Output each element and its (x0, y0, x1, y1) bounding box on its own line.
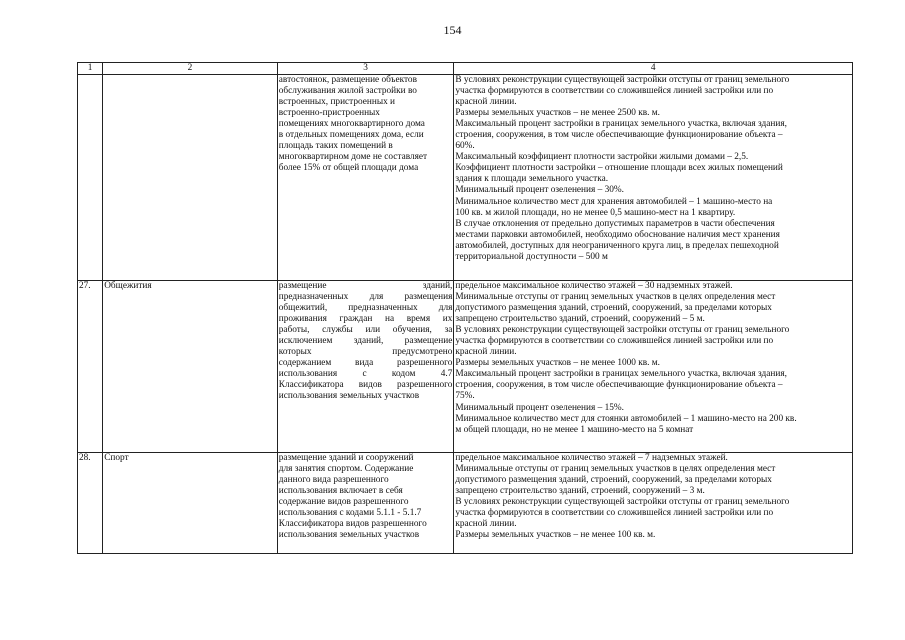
parameter-line: запрещено строительство зданий, строений, сооружений – 3 м. (455, 486, 705, 497)
parameter-line: Максимальный процент застройки в границах земельного участка, включая здания, (455, 119, 787, 130)
parameter-line: Размеры земельных участков – не менее 2500 кв. м. (455, 108, 661, 119)
description-line: использования земельных участков (278, 530, 420, 541)
parameter-line: запрещено строительство зданий, строений, сооружений – 5 м. (455, 314, 705, 325)
description-line: которых предусмотрено (278, 347, 453, 358)
parameter-line: В условиях реконструкции существующей застройки отступы от границ земельного (455, 325, 790, 336)
row-description (277, 281, 454, 453)
parameter-line: допустимого размещения зданий, строений, сооружений, за пределами которых (455, 475, 772, 486)
parameter-line: Коэффициент плотности застройки – отношение площади всех жилых помещений (455, 163, 783, 174)
description-line: для занятия спортом. Содержание (278, 464, 414, 475)
row-number: 27. (78, 281, 103, 453)
description-line: площадь таких помещений в (278, 141, 393, 152)
parameter-line: 75%. (455, 391, 475, 402)
parameter-line: красной линии. (455, 519, 517, 530)
description-line: автостоянок, размещение объектов (278, 75, 417, 85)
description-line: размещение зданий, (278, 281, 453, 291)
parameter-line: красной линии. (455, 97, 517, 108)
parameter-line: автомобилей, доступных для неограниченного круга лиц, в пределах пешеходной (455, 240, 779, 251)
description-line: размещение зданий и сооружений (278, 453, 414, 463)
parameter-line: Минимальный процент озеленения – 30%. (455, 185, 624, 196)
table-row (78, 453, 853, 554)
column-header: 1 (78, 63, 103, 75)
table-header-row (78, 63, 853, 75)
parameter-line: В случае отклонения от предельно допустимых параметров в части обеспечения (455, 218, 775, 229)
description-line: Классификатора видов разрешенного (278, 519, 427, 530)
parameter-line: м общей площади, но не менее 1 машино-место на 5 комнат (455, 424, 694, 435)
page-number: 154 (443, 23, 462, 37)
parameter-line: 60%. (455, 141, 475, 152)
parameter-line: Максимальный процент застройки в границах земельного участка, включая здания, (455, 369, 787, 380)
parameter-line: Минимальное количество мест для хранения автомобилей – 1 машино-место на (455, 196, 773, 207)
description-line: многоквартирном доме не составляет (278, 152, 428, 163)
row-parameters (454, 75, 853, 281)
row-number (78, 75, 103, 281)
row-parameters (454, 453, 853, 554)
description-line: проживания граждан на время их (278, 314, 453, 325)
row-name: Общежития (103, 281, 278, 453)
row-number: 28. (78, 453, 103, 554)
description-line: помещениях многоквартирного дома (278, 119, 425, 130)
parameter-line: строения, сооружения, в том числе обеспечивающие функционирование объекта – (455, 380, 783, 391)
description-line: содержанием вида разрешенного (278, 358, 453, 369)
parameter-line: Размеры земельных участков – не менее 100 кв. м. (455, 530, 656, 541)
table-row (78, 75, 853, 281)
parameter-line: красной линии. (455, 347, 517, 358)
parameter-line: Максимальный коэффициент плотности застройки жилыми домами – 2,5. (455, 152, 749, 163)
parameter-line: Размеры земельных участков – не менее 1000 кв. м. (455, 358, 661, 369)
description-line: Классификатора видов разрешенного (278, 380, 453, 391)
parameter-line: В условиях реконструкции существующей застройки отступы от границ земельного (455, 497, 790, 508)
row-name: Спорт (103, 453, 278, 554)
column-header: 4 (454, 63, 853, 75)
description-line: общежитий, предназначенных для (278, 303, 453, 314)
description-line: использования включает в себя (278, 486, 403, 497)
parameter-line: допустимого размещения зданий, строений, сооружений, за пределами которых (455, 303, 772, 314)
description-line: использования земельных участков (278, 391, 420, 402)
parameter-line: участка формируются в соответствии со сложившейся линией застройки или по (455, 86, 774, 97)
row-description (277, 75, 454, 281)
row-description (277, 453, 454, 554)
description-line: содержание видов разрешенного (278, 497, 409, 508)
parameter-line: Минимальные отступы от границ земельных участков в целях определения мест (455, 292, 776, 303)
parameter-line: Минимальный процент озеленения – 15%. (455, 402, 624, 413)
description-line: использования с кодом 4.7 (278, 369, 453, 380)
parameter-line: строения, сооружения, в том числе обеспечивающие функционирование объекта – (455, 130, 783, 141)
description-line: использования с кодами 5.1.1 - 5.1.7 (278, 508, 422, 519)
description-line: в отдельных помещениях дома, если (278, 130, 424, 141)
description-line: работы, службы или обучения, за (278, 325, 453, 336)
parameter-line: участка формируются в соответствии со сложившейся линией застройки или по (455, 508, 774, 519)
parameter-line: 100 кв. м жилой площади, но не менее 0,5 машино-мест на 1 квартиру. (455, 207, 736, 218)
description-line: встроенных, пристроенных и (278, 97, 396, 108)
regulations-table (77, 62, 853, 554)
parameter-line: Минимальное количество мест для стоянки автомобилей – 1 машино-место на 200 кв. (455, 413, 797, 424)
parameter-line: здания к площади земельного участка. (455, 174, 609, 185)
description-line: более 15% от общей площади дома (278, 163, 419, 174)
column-header: 3 (277, 63, 454, 75)
description-line: встроенно-пристроенных (278, 108, 380, 119)
row-parameters (454, 281, 853, 453)
row-name (103, 75, 278, 281)
parameter-line: предельное максимальное количество этажей – 7 надземных этажей. (455, 453, 728, 463)
parameter-line: предельное максимальное количество этажей – 30 надземных этажей. (455, 281, 733, 291)
description-line: данного вида разрешенного (278, 475, 389, 486)
table-row (78, 281, 853, 453)
description-line: предназначенных для размещения (278, 292, 453, 303)
parameter-line: участка формируются в соответствии со сложившейся линией застройки или по (455, 336, 774, 347)
parameter-line: Минимальные отступы от границ земельных участков в целях определения мест (455, 464, 776, 475)
parameter-line: территориальной доступности – 500 м (455, 251, 608, 262)
column-header: 2 (103, 63, 278, 75)
description-line: обслуживания жилой застройки во (278, 86, 417, 97)
parameter-line: В условиях реконструкции существующей застройки отступы от границ земельного (455, 75, 790, 85)
parameter-line: местами парковки автомобилей, необходимо обоснование наличия мест хранения (455, 229, 780, 240)
description-line: исключением зданий, размещение (278, 336, 453, 347)
